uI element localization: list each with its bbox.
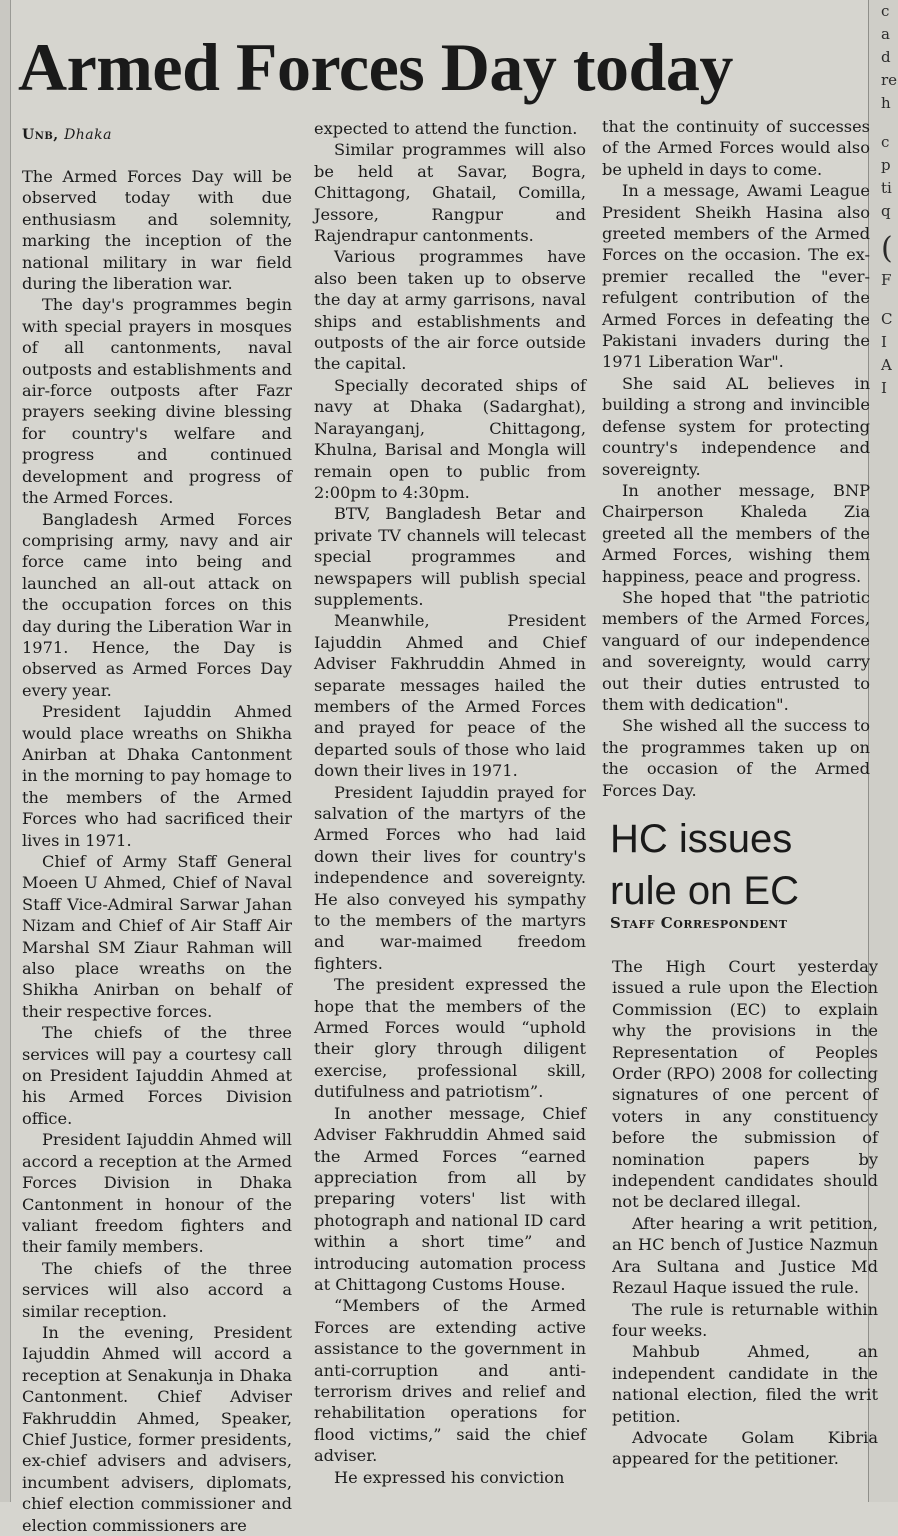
paragraph: Various programmes have also been taken up to observe the day at army garrisons, naval ships and establishments and outposts of the air force outside the capital. bbox=[314, 247, 586, 374]
margin-fragment: h bbox=[881, 94, 891, 112]
paragraph: that the continuity of successes of the Armed Forces would also be upheld in days to come. bbox=[602, 117, 870, 179]
paragraph: Specially decorated ships of navy at Dhaka (Sadarghat), Narayanganj, Chittagong, Khulna, Barisal and Mongla will remain open to public from 2:00pm to 4:30pm. bbox=[314, 375, 586, 502]
paragraph: The day's programmes begin with special prayers in mosques of all cantonments, naval outposts and establishments and air-force outposts after Fazr prayers seeking divine blessing for country's welfare and progress and continued development and progress of the Armed Forces. bbox=[22, 295, 292, 508]
paragraph: She wished all the success to the programmes taken up on the occasion of the Armed Forces Day. bbox=[602, 716, 870, 800]
margin-fragment: re bbox=[881, 71, 898, 89]
paragraph: Meanwhile, President Iajuddin Ahmed and Chief Adviser Fakhruddin Ahmed in separate messages hailed the members of the Armed Forces and prayed for peace of the departed souls of those who laid down their lives in 1971. bbox=[314, 611, 586, 781]
paragraph: “Members of the Armed Forces are extending active assistance to the government in anti-corruption and anti-terrorism drives and relief and rehabilitation operations for flood victims,” said the chief adviser. bbox=[314, 1296, 586, 1466]
paragraph: The chiefs of the three services will pay a courtesy call on President Iajuddin Ahmed at his Armed Forces Division office. bbox=[22, 1023, 292, 1128]
paragraph: President Iajuddin prayed for salvation of the martyrs of the Armed Forces who had laid down their lives for country's independence and sovereignty. He also conveyed his sympathy to the members of the martyrs and war-maimed freedom fighters. bbox=[314, 782, 586, 973]
margin-fragment: I bbox=[881, 379, 887, 397]
paragraph: The president expressed the hope that the members of the Armed Forces would “uphold their glory through diligent exercise, professional skill, dutifulness and patriotism”. bbox=[314, 975, 586, 1102]
second-article-body bbox=[612, 956, 878, 1470]
paragraph: expected to attend the function. bbox=[314, 119, 578, 138]
paragraph: She hoped that "the patriotic members of the Armed Forces, vanguard of our independence and sovereignty, would carry out their duties entrusted to them with dedication". bbox=[602, 587, 870, 714]
margin-fragment: c bbox=[881, 133, 890, 151]
paragraph: Bangladesh Armed Forces comprising army, navy and air force came into being and launched an all-out attack on the occupation forces on this day during the Liberation War in 1971. Hence, the Day is observed as Armed Forces Day every year. bbox=[22, 509, 292, 700]
paragraph: After hearing a writ petition, an HC bench of Justice Nazmun Ara Sultana and Justice Md Rezaul Haque issued the rule. bbox=[612, 1213, 878, 1298]
byline-place: Dhaka bbox=[64, 127, 112, 143]
margin-fragment: c bbox=[881, 2, 890, 20]
article-headline: Armed Forces Day today bbox=[18, 29, 733, 105]
byline bbox=[22, 127, 112, 143]
paragraph: The rule is returnable within four weeks. bbox=[612, 1299, 878, 1340]
paragraph: The chiefs of the three services will also accord a similar reception. bbox=[22, 1258, 292, 1321]
paragraph: Similar programmes will also be held at Savar, Bogra, Chittagong, Ghatail, Comilla, Jessore, Rangpur and Rajendrapur cantonments. bbox=[314, 140, 586, 246]
margin-fragment: F bbox=[881, 271, 892, 289]
byline-agency: Unb, bbox=[22, 127, 59, 143]
paragraph: The Armed Forces Day will be observed today with due enthusiasm and solemnity, marking the inception of the national military in war field during the liberation war. bbox=[22, 167, 292, 294]
article-column-3 bbox=[602, 116, 870, 801]
paragraph: In another message, Chief Adviser Fakhruddin Ahmed said the Armed Forces “earned appreciation from all by preparing voters' list with photograph and national ID card within a short time” and introducing automation process at Chittagong Customs House. bbox=[314, 1103, 586, 1294]
paragraph: Mahbub Ahmed, an independent candidate in the national election, filed the writ petition. bbox=[612, 1342, 878, 1426]
paragraph: She said AL believes in building a strong and invincible defense system for protecting country's independence and sovereignty. bbox=[602, 373, 870, 479]
paragraph: Chief of Army Staff General Moeen U Ahmed, Chief of Naval Staff Vice-Admiral Sarwar Jahan Nizam and Chief of Air Staff Air Marshal SM Ziaur Rahman will also place wreaths on the Shikha Anirban on behalf of their respective forces. bbox=[22, 852, 292, 1021]
margin-fragment: A bbox=[881, 356, 892, 374]
paragraph: In another message, BNP Chairperson Khaleda Zia greeted all the members of the Armed Forces, wishing them happiness, peace and progress. bbox=[602, 480, 870, 586]
adjacent-column-edge-left bbox=[0, 0, 11, 1502]
second-article-byline: Staff Correspondent bbox=[610, 914, 788, 932]
paragraph: In the evening, President Iajuddin Ahmed will accord a reception at Senakunja in Dhaka Cantonment. Chief Adviser Fakhruddin Ahmed, Speaker, Chief Justice, former presidents, ex-chief advisers and advisers, incumbent advisers, diplomats, chief election commissioner and election commissioners are bbox=[22, 1322, 292, 1535]
margin-fragment: q bbox=[881, 202, 891, 220]
second-article-headline: HC issues rule on EC bbox=[610, 817, 799, 913]
paragraph: He expressed his conviction bbox=[334, 1467, 565, 1487]
paragraph: BTV, Bangladesh Betar and private TV channels will telecast special programmes and newspapers will publish special supplements. bbox=[314, 504, 586, 609]
margin-fragment: d bbox=[881, 48, 891, 66]
paragraph: In a message, Awami League President Sheikh Hasina also greeted members of the Armed Forces on the occasion. The ex-premier recalled the "ever-refulgent contribution of the Armed Forces in defeating the Pakistani invaders during the 1971 Liberation War". bbox=[602, 181, 870, 372]
article-column-1 bbox=[22, 166, 292, 1536]
paragraph: Advocate Golam Kibria appeared for the petitioner. bbox=[612, 1427, 878, 1469]
margin-fragment: I bbox=[881, 333, 887, 351]
paragraph: The High Court yesterday issued a rule upon the Election Commission (EC) to explain why the provisions in the Representation of Peoples Order (RPO) 2008 for collecting signatures of one percent of voters in any constituency before the submission of nomination papers by independent candidates should not be declared illegal. bbox=[612, 957, 878, 1212]
paragraph: President Iajuddin Ahmed will accord a reception at the Armed Forces Division in Dhaka Cantonment in honour of the valiant freedom fighters and their family members. bbox=[22, 1130, 292, 1257]
paragraph: President Iajuddin Ahmed would place wreaths on Shikha Anirban at Dhaka Cantonment in the morning to pay homage to the members of the Armed Forces who had sacrificed their lives in 1971. bbox=[22, 702, 292, 850]
margin-fragment: a bbox=[881, 25, 890, 43]
article-column-2 bbox=[314, 118, 586, 1488]
margin-fragment: ( bbox=[881, 231, 893, 266]
margin-fragment: p bbox=[881, 156, 891, 174]
margin-fragment: ti bbox=[881, 179, 892, 197]
margin-fragment: C bbox=[881, 310, 893, 328]
